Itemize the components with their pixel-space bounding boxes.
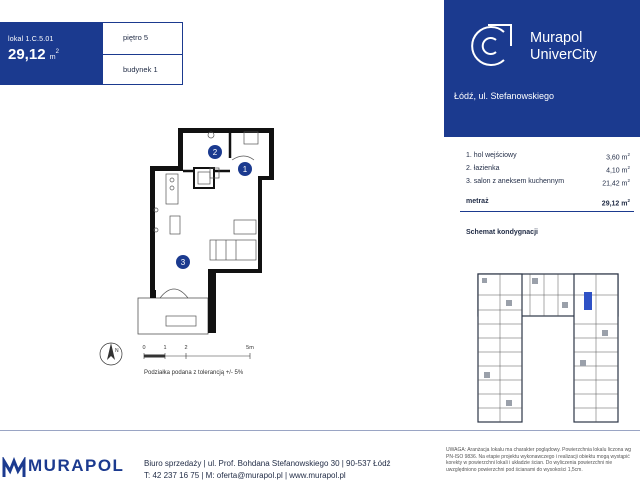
lokal-area: 29,12 $m^2$: [8, 46, 59, 63]
contact-line1: Biuro sprzedaży | ul. Prof. Bohdana Stefanowskiego 30 | 90-537 Łódź: [144, 459, 391, 468]
room-3-marker: [176, 255, 190, 269]
brand-panel: [444, 0, 640, 137]
scale-bar: [96, 338, 266, 374]
lokal-label: lokal 1.C.5.01: [8, 36, 54, 43]
room-name: 3. salon z aneksem kuchennym: [466, 178, 565, 185]
univercity-logo-icon: [464, 22, 514, 68]
key-plan: [470, 264, 626, 424]
svg-text:1: 1: [242, 165, 248, 174]
murapol-logo: [0, 455, 140, 480]
svg-text:1: 1: [163, 345, 167, 351]
room-row: [466, 152, 634, 165]
total-label: metraż: [466, 198, 489, 205]
footer-divider: [0, 430, 640, 431]
room-name: 1. hol wejściowy: [466, 152, 517, 159]
brand-name: [530, 30, 597, 64]
room-row: [466, 165, 634, 178]
svg-text:2: 2: [184, 345, 188, 351]
room-name: 2. łazienka: [466, 165, 500, 172]
brand-address: Łódź, ul. Stefanowskiego: [454, 91, 555, 101]
murapol-m-icon: [2, 457, 26, 479]
murapol-wordmark: MURAPOL: [28, 456, 125, 475]
room-1-marker: [238, 162, 252, 176]
schemat-title: Schemat kondygnacji: [466, 229, 538, 236]
total-area-row: [466, 198, 634, 210]
svg-text:0: 0: [142, 345, 146, 351]
building-label: budynek 1: [103, 54, 182, 85]
room-area: 21,42 $m^2$: [602, 178, 630, 188]
lokal-box: [0, 22, 103, 85]
brand-line1: Murapol: [530, 30, 583, 46]
svg-text:3: 3: [180, 258, 186, 267]
svg-text:5m: 5m: [246, 345, 254, 351]
room-area: 4,10 $m^2$: [606, 165, 630, 175]
compass-icon: [100, 343, 122, 365]
current-unit-highlight: [584, 292, 592, 310]
info-cells: [103, 22, 183, 85]
total-area: 29,12 $m^2$: [601, 198, 630, 208]
contact-line2: T: 42 237 16 75 | M: oferta@murapol.pl | www.murapol.pl: [144, 471, 346, 480]
brand-line2: UniverCity: [530, 47, 597, 63]
divider: [460, 211, 634, 212]
room-row: [466, 178, 634, 191]
footer-disclaimer: UWAGA: Aranżacja lokalu ma charakter poglądowy. Powierzchnia lokalu liczona wg PN-ISO 9836. Na etapie projektu wykonawczego i realizacji obiektu mogą wystąpić korekty w powierzchni lokali i układzie ścian. Do wyliczenia powierzchni nie uwzględniono powierzchni pod ścianami do wysokości 1,5cm.: [446, 447, 632, 473]
svg-text:N: N: [115, 348, 119, 354]
floor-plan: [126, 122, 276, 336]
svg-text:2: 2: [212, 148, 218, 157]
room-2-marker: [208, 145, 222, 159]
room-list: [466, 152, 634, 191]
footer-contact: [144, 458, 391, 480]
floor-label: piętro 5: [123, 33, 149, 42]
room-area: 3,60 $m^2$: [606, 152, 630, 162]
scale-note: Podziałka podana z tolerancją +/- 5%: [144, 370, 244, 376]
